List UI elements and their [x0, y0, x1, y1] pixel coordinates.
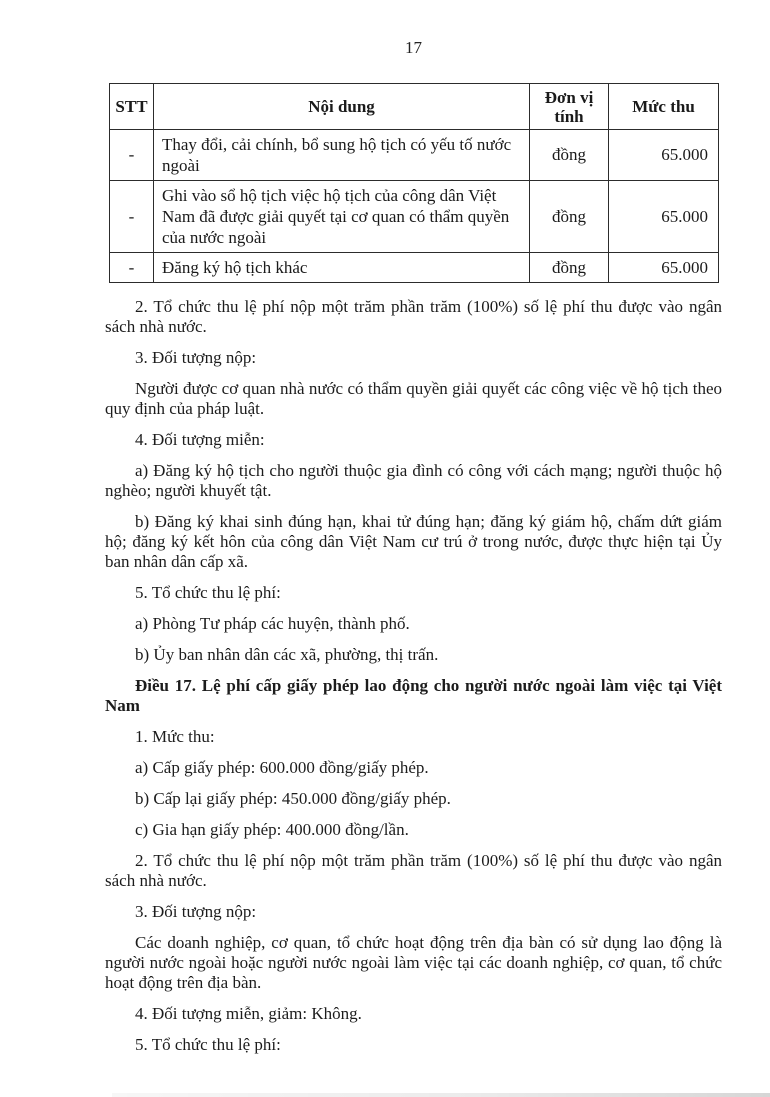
paragraph: 3. Đối tượng nộp: — [135, 902, 257, 921]
table-row — [110, 253, 719, 283]
table-body — [110, 130, 719, 283]
cell-don-vi: đồng — [530, 253, 609, 283]
header-stt: STT — [110, 84, 154, 130]
paragraph: 2. Tổ chức thu lệ phí nộp một trăm phần trăm (100%) số lệ phí thu được vào ngân sách nhà nước. — [105, 297, 722, 336]
paragraph: 5. Tổ chức thu lệ phí: — [135, 1035, 281, 1054]
cell-muc-thu: 65.000 — [609, 181, 719, 253]
page-number: 17 — [405, 38, 422, 57]
cell-muc-thu: 65.000 — [609, 130, 719, 181]
table-row — [110, 130, 719, 181]
paragraph: b) Ủy ban nhân dân các xã, phường, thị trấn. — [135, 645, 439, 664]
paragraph: b) Đăng ký khai sinh đúng hạn, khai tử đúng hạn; đăng ký giám hộ, chấm dứt giám hộ; đăng ký kết hôn của công dân Việt Nam cư trú ở trong nước, được thực hiện tại Ủy ban nhân dân cấp xã. — [105, 512, 722, 571]
paragraph: 4. Đối tượng miễn: — [135, 430, 265, 449]
cell-noi-dung: Thay đổi, cải chính, bổ sung hộ tịch có yếu tố nước ngoài — [154, 130, 530, 181]
paragraph: 3. Đối tượng nộp: — [135, 348, 257, 367]
cell-noi-dung: Ghi vào sổ hộ tịch việc hộ tịch của công dân Việt Nam đã được giải quyết tại cơ quan có thẩm quyền của nước ngoài — [154, 181, 530, 253]
cell-stt: - — [110, 181, 154, 253]
paragraph: a) Đăng ký hộ tịch cho người thuộc gia đình có công với cách mạng; người thuộc hộ nghèo; người khuyết tật. — [105, 461, 722, 500]
paragraph: a) Phòng Tư pháp các huyện, thành phố. — [135, 614, 410, 633]
cell-don-vi: đồng — [530, 130, 609, 181]
paragraph: 1. Mức thu: — [135, 727, 215, 746]
header-muc-thu: Mức thu — [609, 84, 719, 130]
cell-stt: - — [110, 253, 154, 283]
header-don-vi-tinh: Đơn vị tính — [530, 84, 609, 130]
header-noi-dung: Nội dung — [154, 84, 530, 130]
cell-noi-dung: Đăng ký hộ tịch khác — [154, 253, 530, 283]
fee-table — [109, 83, 719, 283]
body-text — [105, 297, 722, 1055]
paragraph: 5. Tổ chức thu lệ phí: — [135, 583, 281, 602]
paragraph: Các doanh nghiệp, cơ quan, tổ chức hoạt động trên địa bàn có sử dụng lao động là người nước ngoài hoặc người nước ngoài làm việc tại các doanh nghiệp, cơ quan, tổ chức hoạt động trên địa bàn. — [105, 933, 722, 992]
paragraph: c) Gia hạn giấy phép: 400.000 đồng/lần. — [135, 820, 409, 839]
paragraph: a) Cấp giấy phép: 600.000 đồng/giấy phép. — [135, 758, 429, 777]
scan-edge-artifact — [112, 1093, 770, 1097]
cell-don-vi: đồng — [530, 181, 609, 253]
paragraph: Người được cơ quan nhà nước có thẩm quyền giải quyết các công việc về hộ tịch theo quy định của pháp luật. — [105, 379, 722, 418]
table-row — [110, 181, 719, 253]
paragraph: Điều 17. Lệ phí cấp giấy phép lao động cho người nước ngoài làm việc tại Việt Nam — [105, 676, 722, 715]
paragraph: 2. Tổ chức thu lệ phí nộp một trăm phần trăm (100%) số lệ phí thu được vào ngân sách nhà nước. — [105, 851, 722, 890]
table-header-row — [110, 84, 719, 130]
cell-muc-thu: 65.000 — [609, 253, 719, 283]
cell-stt: - — [110, 130, 154, 181]
paragraph: 4. Đối tượng miễn, giảm: Không. — [135, 1004, 362, 1023]
paragraph: b) Cấp lại giấy phép: 450.000 đồng/giấy phép. — [135, 789, 451, 808]
